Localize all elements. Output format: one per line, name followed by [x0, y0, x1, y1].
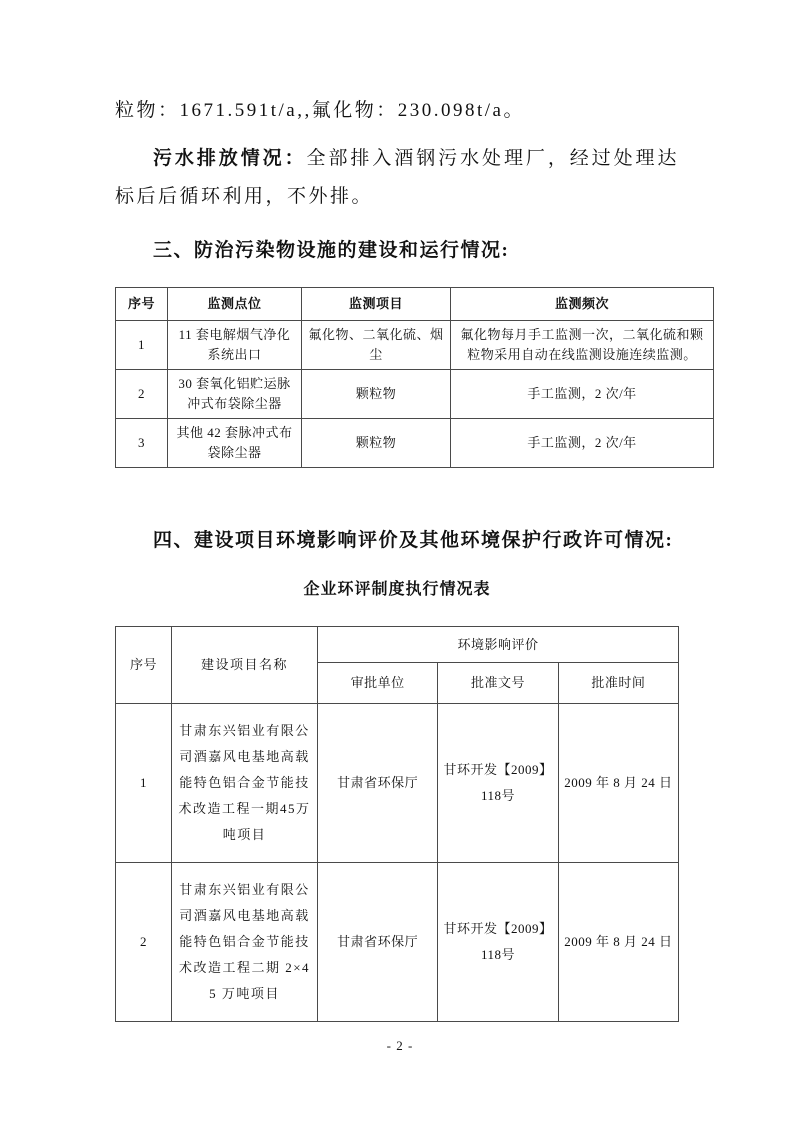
section-heading-3: 三、防治污染物设施的建设和运行情况: — [153, 240, 510, 261]
monitoring-cell-freq: 手工监测，2 次/年 — [451, 370, 714, 419]
monitoring-table — [115, 287, 714, 468]
monitoring-cell-point: 30 套氧化铝贮运脉冲式布袋除尘器 — [168, 370, 302, 419]
eia-cell-date: 2009 年 8 月 24 日 — [558, 863, 678, 1022]
table-row — [116, 321, 714, 370]
eia-header-doc-no: 批准文号 — [438, 663, 558, 704]
monitoring-cell-item: 颗粒物 — [302, 419, 451, 468]
monitoring-cell-point: 11 套电解烟气净化系统出口 — [168, 321, 302, 370]
table-row — [116, 704, 679, 863]
eia-header-eia: 环境影响评价 — [318, 627, 679, 663]
wastewater-label: 污水排放情况： — [153, 148, 307, 169]
paragraph-emissions: 粒物：1671.591t/a,,氟化物：230.098t/a。 — [115, 100, 525, 121]
monitoring-cell-seq: 3 — [116, 419, 168, 468]
eia-cell-authority: 甘肃省环保厅 — [318, 704, 438, 863]
eia-cell-doc-no: 甘环开发【2009】118号 — [438, 863, 558, 1022]
table-row — [116, 370, 714, 419]
monitoring-header-seq: 序号 — [116, 288, 168, 321]
eia-cell-authority: 甘肃省环保厅 — [318, 863, 438, 1022]
eia-cell-project: 甘肃东兴铝业有限公司酒嘉风电基地高载能特色铝合金节能技术改造工程二期 2×45 万吨项目 — [172, 863, 318, 1022]
monitoring-table-header-row — [116, 288, 714, 321]
eia-header-authority: 审批单位 — [318, 663, 438, 704]
eia-table-header-row-1 — [116, 627, 679, 663]
page-number: - 2 - — [386, 1038, 414, 1053]
monitoring-cell-seq: 2 — [116, 370, 168, 419]
monitoring-cell-item: 颗粒物 — [302, 370, 451, 419]
eia-cell-date: 2009 年 8 月 24 日 — [558, 704, 678, 863]
table-row — [116, 419, 714, 468]
monitoring-cell-freq: 手工监测，2 次/年 — [451, 419, 714, 468]
eia-header-date: 批准时间 — [558, 663, 678, 704]
page-content — [115, 0, 704, 1022]
eia-cell-seq: 2 — [116, 863, 172, 1022]
monitoring-cell-seq: 1 — [116, 321, 168, 370]
monitoring-cell-point: 其他 42 套脉冲式布袋除尘器 — [168, 419, 302, 468]
monitoring-cell-freq: 氟化物每月手工监测一次，二氧化硫和颗粒物采用自动在线监测设施连续监测。 — [451, 321, 714, 370]
eia-header-project: 建设项目名称 — [172, 627, 318, 704]
eia-cell-seq: 1 — [116, 704, 172, 863]
monitoring-header-freq: 监测频次 — [451, 288, 714, 321]
monitoring-header-item: 监测项目 — [302, 288, 451, 321]
eia-cell-project: 甘肃东兴铝业有限公司酒嘉风电基地高载能特色铝合金节能技术改造工程一期45万吨项目 — [172, 704, 318, 863]
eia-header-seq: 序号 — [116, 627, 172, 704]
table-row — [116, 863, 679, 1022]
eia-table-caption: 企业环评制度执行情况表 — [303, 581, 491, 598]
paragraph-wastewater — [115, 140, 679, 216]
wastewater-text: 全部排入酒钢污水处理厂，经过处理达标后后循环利用，不外排。 — [115, 148, 679, 207]
eia-table — [115, 626, 679, 1022]
section-heading-4: 四、建设项目环境影响评价及其他环境保护行政许可情况: — [153, 530, 674, 551]
monitoring-cell-item: 氟化物、二氧化硫、烟尘 — [302, 321, 451, 370]
monitoring-header-point: 监测点位 — [168, 288, 302, 321]
eia-cell-doc-no: 甘环开发【2009】118号 — [438, 704, 558, 863]
